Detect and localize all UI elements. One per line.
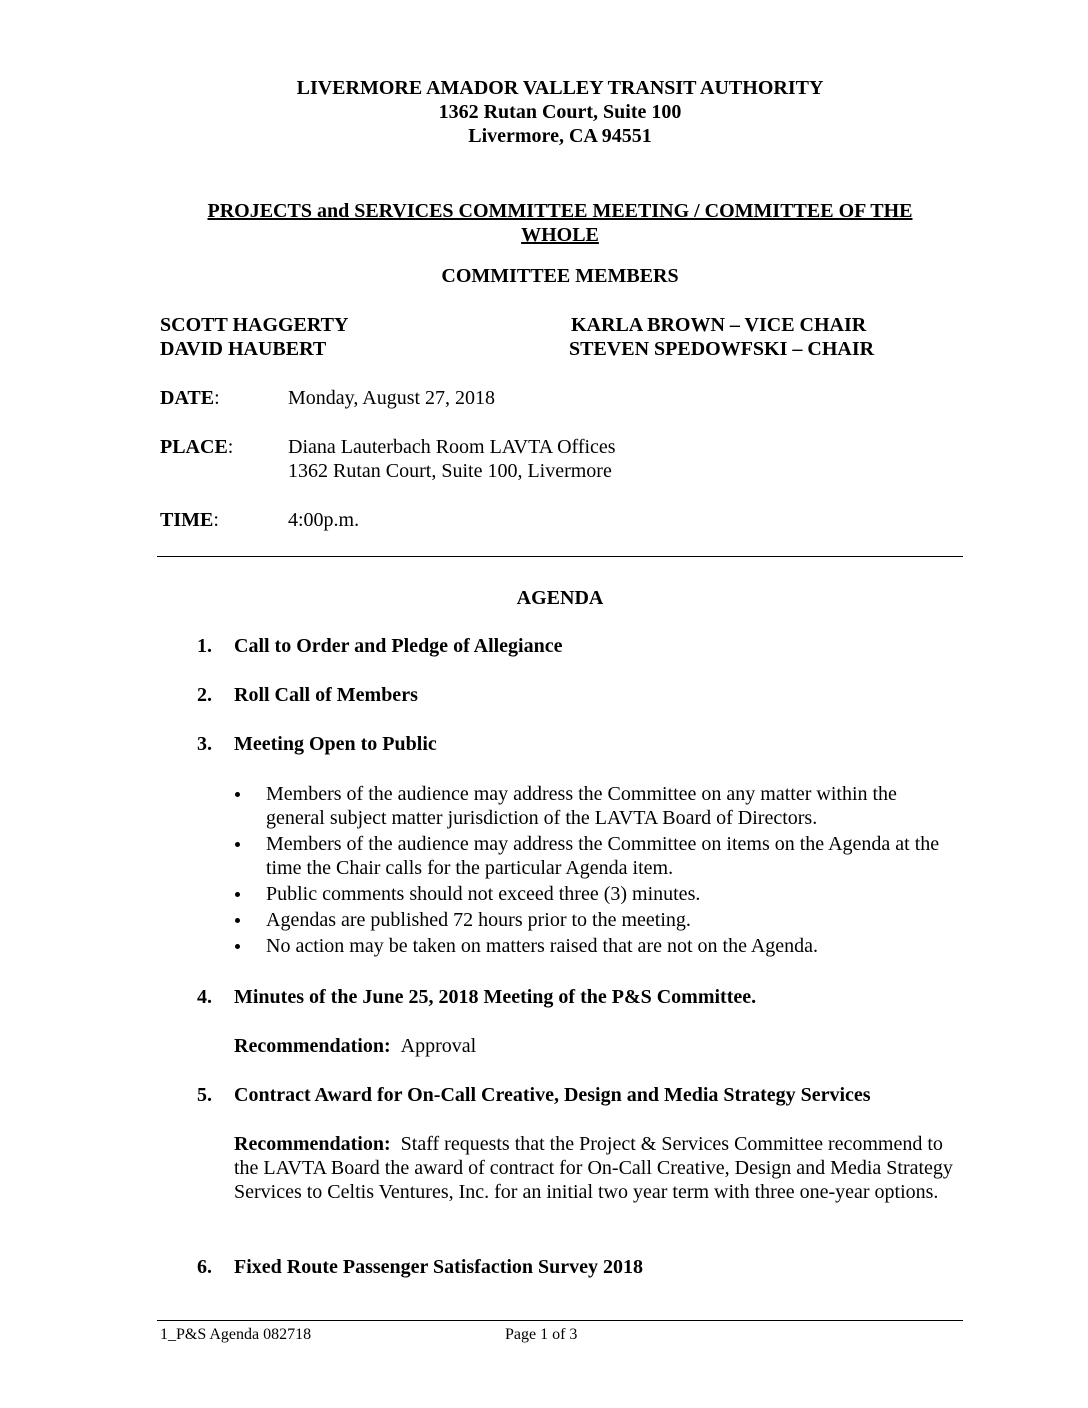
- item4-recommendation: [234, 1034, 954, 1058]
- agenda-item-title: Contract Award for On-Call Creative, Design and Media Strategy Services: [234, 1084, 871, 1106]
- list-item-text: Agendas are published 72 hours prior to the meeting.: [266, 909, 691, 931]
- place-colon: :: [227, 436, 234, 458]
- section-divider: [157, 556, 963, 557]
- member-name: SCOTT HAGGERTY: [160, 314, 349, 336]
- date-value: Monday, August 27, 2018: [288, 387, 496, 409]
- list-item: [233, 934, 958, 958]
- org-address-line1: 1362 Rutan Court, Suite 100: [438, 101, 682, 123]
- committee-members-heading: COMMITTEE MEMBERS: [441, 265, 679, 287]
- members-right-column: [569, 313, 874, 361]
- agenda-item-title: Fixed Route Passenger Satisfaction Survey 2018: [234, 1256, 644, 1278]
- members-left-column: [160, 313, 348, 361]
- meeting-title: [160, 199, 960, 247]
- bullet-icon: [235, 792, 240, 797]
- agenda-item-title: Call to Order and Pledge of Allegiance: [234, 635, 563, 657]
- agenda-item-title: Minutes of the June 25, 2018 Meeting of the P&S Committee.: [234, 986, 757, 1008]
- bullet-icon: [235, 892, 240, 897]
- time-row: [160, 508, 219, 532]
- member-name: STEVEN SPEDOWFSKI – CHAIR: [569, 338, 875, 360]
- agenda-item-number: 3.: [197, 733, 212, 755]
- list-item-text: Members of the audience may address the Committee on items on the Agenda at the time the Chair calls for the particular Agenda item.: [266, 833, 940, 879]
- agenda-item-number: 6.: [197, 1256, 212, 1278]
- place-row: [160, 435, 233, 459]
- letterhead: [160, 76, 960, 148]
- footer-doc-id: 1_P&S Agenda 082718: [160, 1326, 312, 1343]
- bullet-icon: [235, 918, 240, 923]
- agenda-item-number: 2.: [197, 684, 212, 706]
- meeting-title-line1: PROJECTS and SERVICES COMMITTEE MEETING / COMMITTEE OF THE: [207, 200, 913, 222]
- agenda-item-title: Meeting Open to Public: [234, 733, 437, 755]
- date-row: [160, 386, 220, 410]
- list-item-text: Members of the audience may address the Committee on any matter within the general subject matter jurisdiction of the LAVTA Board of Directors.: [266, 783, 897, 829]
- time-value: 4:00p.m.: [288, 509, 360, 531]
- list-item: [233, 782, 958, 830]
- footer-divider: [157, 1320, 963, 1321]
- member-name: KARLA BROWN – VICE CHAIR: [571, 314, 867, 336]
- list-item: [233, 908, 958, 932]
- footer-page-number: Page 1 of 3: [505, 1326, 578, 1343]
- org-address-line2: Livermore, CA 94551: [468, 125, 652, 147]
- agenda-item-title: Roll Call of Members: [234, 684, 418, 706]
- time-colon: :: [213, 509, 219, 531]
- list-item: [233, 832, 958, 880]
- agenda-item-number: 4.: [197, 986, 212, 1008]
- list-item: [233, 882, 958, 906]
- recommendation-label: Recommendation:: [234, 1133, 391, 1155]
- bullet-icon: [235, 944, 240, 949]
- member-name: DAVID HAUBERT: [160, 338, 327, 360]
- time-label: TIME: [160, 509, 214, 531]
- place-line2: 1362 Rutan Court, Suite 100, Livermore: [288, 460, 612, 482]
- recommendation-label: Recommendation:: [234, 1035, 391, 1057]
- list-item-text: No action may be taken on matters raised that are not on the Agenda.: [266, 935, 819, 957]
- org-name: LIVERMORE AMADOR VALLEY TRANSIT AUTHORITY: [296, 77, 824, 99]
- item5-recommendation: [234, 1132, 954, 1204]
- place-label: PLACE: [160, 436, 228, 458]
- recommendation-text: Staff requests that the Project & Services Committee recommend to the LAVTA Board the award of contract for On-Call Creative, Design and Media Strategy Services to Celtis Ventures, Inc. for an initial two year term with three one-year options.: [234, 1133, 953, 1203]
- agenda-item-number: 5.: [197, 1084, 212, 1106]
- date-colon: :: [214, 387, 220, 409]
- agenda-item-number: 1.: [197, 635, 212, 657]
- public-comment-rules: [233, 782, 958, 958]
- date-label: DATE: [160, 387, 215, 409]
- meeting-title-line2: WHOLE: [521, 224, 599, 246]
- list-item-text: Public comments should not exceed three (3) minutes.: [266, 883, 701, 905]
- recommendation-text: Approval: [400, 1035, 477, 1057]
- bullet-icon: [235, 842, 240, 847]
- place-value: [288, 435, 616, 483]
- place-line1: Diana Lauterbach Room LAVTA Offices: [288, 436, 616, 458]
- agenda-heading: AGENDA: [516, 587, 604, 609]
